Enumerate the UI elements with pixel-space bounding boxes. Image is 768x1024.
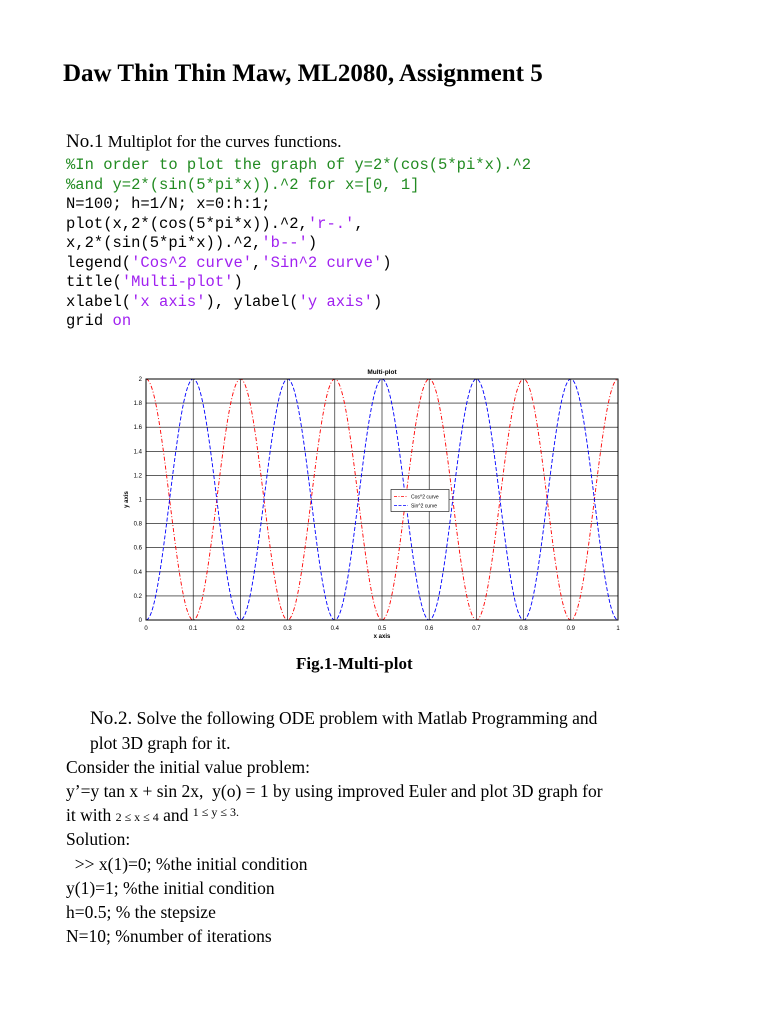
y-tick-label: 0.6	[133, 545, 142, 552]
y-axis-label: y axis	[124, 491, 130, 508]
code-line	[66, 234, 317, 254]
section-1-text: Multiplot for the curves functions.	[103, 132, 342, 151]
y-tick-label: 2	[138, 377, 142, 383]
code-token: )	[307, 234, 318, 252]
multi-plot-chart	[110, 364, 630, 644]
solution-line-3: h=0.5; % the stepsize	[66, 902, 216, 922]
section-1-number: No.1	[66, 131, 104, 152]
code-token: 'r-.'	[307, 214, 355, 233]
section-2-number: No.2.	[90, 708, 133, 729]
y-tick-label: 1.4	[133, 449, 142, 456]
y-tick-label: 0	[138, 618, 142, 624]
x-tick-label: 0.3	[283, 626, 292, 632]
x-axis-label: x axis	[373, 634, 391, 640]
it-with-text: it with	[66, 805, 116, 825]
code-token: ,	[354, 214, 364, 233]
code-line	[66, 273, 243, 293]
chart-title: Multi-plot	[367, 369, 397, 376]
figure-caption: Fig.1-Multi-plot	[296, 654, 413, 673]
code-token: )	[233, 273, 243, 291]
x-tick-label: 0.5	[377, 626, 387, 632]
solution-line-1: >> x(1)=0; %the initial condition	[66, 854, 308, 874]
x-tick-label: 0.4	[330, 626, 339, 632]
y-tick-label: 0.4	[133, 569, 142, 576]
code-token: 'b--'	[261, 234, 308, 252]
code-token: x,2*(sin(5*pi*x)).^2,	[66, 234, 262, 252]
x-tick-label: 0.8	[519, 626, 528, 632]
document-title: Daw Thin Thin Maw, ML2080, Assignment 5	[63, 60, 543, 87]
y-tick-label: 1.6	[133, 425, 142, 432]
y-tick-label: 1.2	[133, 473, 142, 480]
code-line	[66, 195, 271, 215]
code-line	[66, 293, 382, 313]
code-token: 'Cos^2 curve'	[131, 253, 253, 272]
code-token: ,	[252, 253, 262, 272]
code-token: 'Multi-plot'	[121, 273, 234, 291]
x-tick-label: 0.2	[236, 626, 245, 632]
ode-line: y’=y tan x + sin 2x, y(o) = 1 by using improved Euler and plot 3D graph for	[66, 781, 603, 801]
solution-line-2: y(1)=1; %the initial condition	[66, 878, 275, 898]
x-range: 2 ≤ x ≤ 4	[115, 810, 159, 824]
y-tick-label: 1	[138, 497, 142, 504]
code-token: 'x axis'	[131, 292, 206, 311]
y-tick-label: 0.8	[133, 521, 142, 528]
code-token: legend(	[66, 253, 132, 272]
code-token: on	[112, 312, 132, 330]
solution-line-4: N=10; %number of iterations	[66, 926, 272, 946]
consider-line: Consider the initial value problem:	[66, 757, 310, 777]
x-tick-label: 0.9	[566, 626, 575, 632]
and-text: and	[158, 805, 193, 825]
x-tick-label: 0	[144, 626, 148, 632]
code-token: )	[372, 292, 383, 311]
legend-label: Cos^2 curve	[411, 494, 439, 501]
y-tick-label: 1.8	[133, 401, 142, 408]
code-token: 'y axis'	[298, 292, 373, 311]
section-2-line-1	[90, 708, 597, 730]
code-line	[66, 156, 531, 176]
code-line	[66, 254, 392, 274]
code-token: plot(x,2*(cos(5*pi*x)).^2,	[66, 214, 308, 233]
code-token: grid	[66, 312, 113, 330]
y-range: 1 ≤ y ≤ 3.	[192, 805, 239, 819]
x-tick-label: 1	[616, 626, 620, 632]
y-tick-label: 0.2	[133, 593, 142, 600]
section-1-heading	[66, 131, 341, 153]
code-token: %In order to plot the graph of y=2*(cos(5*pi*x).^2	[66, 156, 532, 174]
code-token: title(	[66, 273, 122, 291]
code-token: 'Sin^2 curve'	[261, 253, 383, 272]
section-2-text-1: Solve the following ODE problem with Matlab Programming and	[132, 708, 598, 728]
code-line	[66, 176, 419, 196]
code-token: ), ylabel(	[205, 292, 299, 311]
range-line	[66, 805, 239, 826]
section-2-line-2: plot 3D graph for it.	[90, 733, 231, 753]
x-tick-label: 0.1	[189, 626, 198, 632]
x-tick-label: 0.6	[425, 626, 434, 632]
code-line	[66, 312, 131, 332]
code-token: %and y=2*(sin(5*pi*x)).^2 for x=[0, 1]	[66, 175, 420, 194]
legend-label: Sin^2 curve	[411, 503, 437, 510]
solution-label: Solution:	[66, 829, 131, 849]
code-token: )	[382, 253, 392, 272]
code-token: xlabel(	[66, 292, 132, 311]
code-token: N=100; h=1/N; x=0:h:1;	[66, 195, 271, 213]
x-tick-label: 0.7	[472, 626, 481, 632]
code-line	[66, 215, 364, 235]
